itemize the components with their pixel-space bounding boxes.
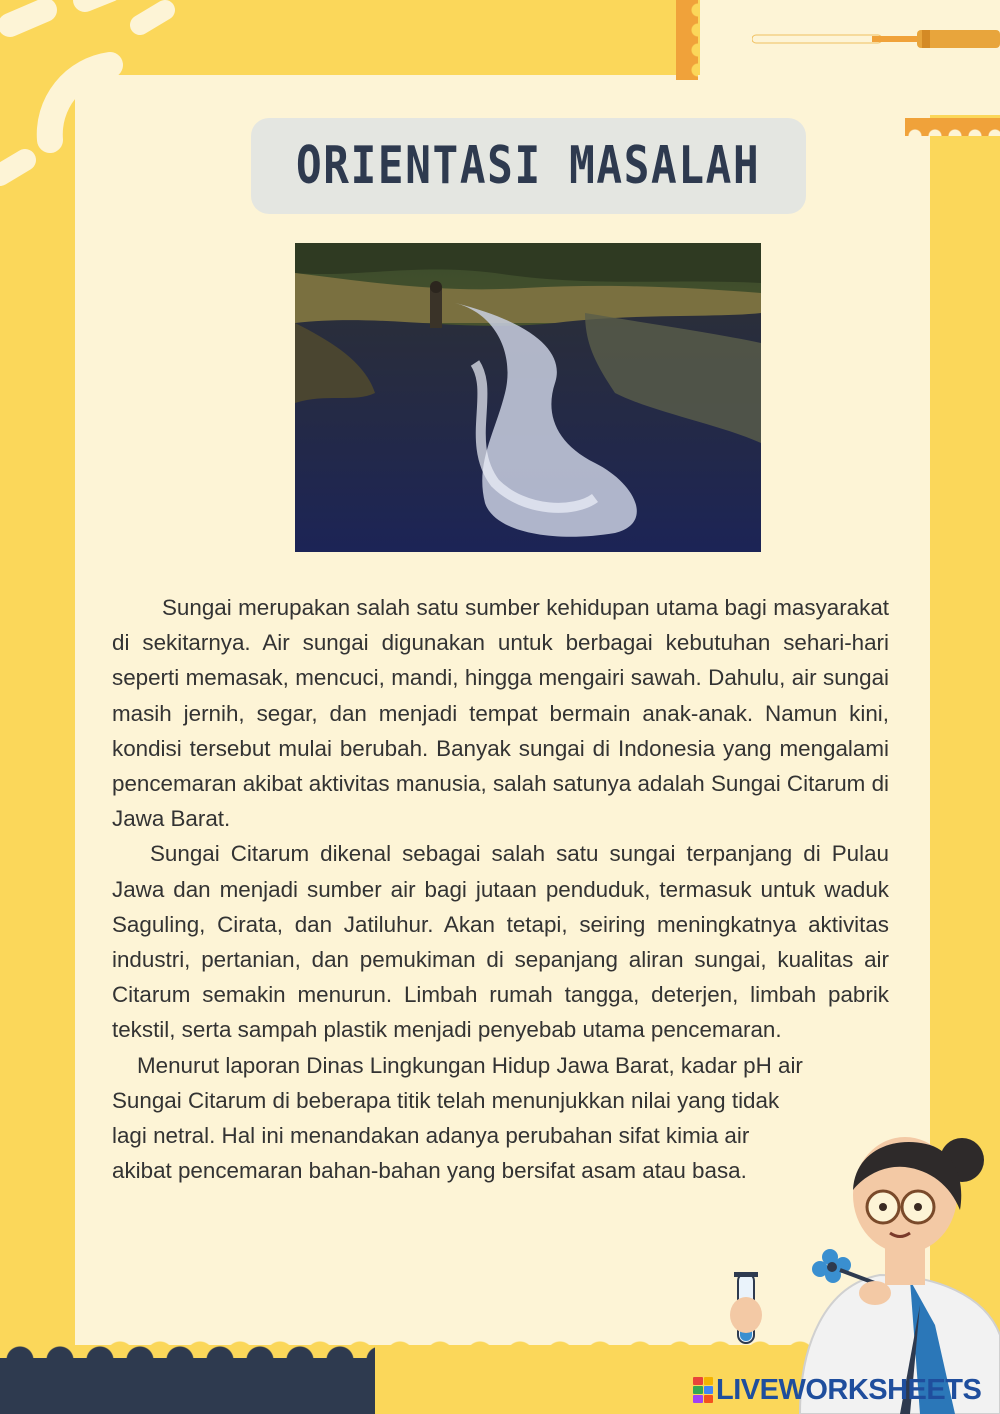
paragraph-3: Menurut laporan Dinas Lingkungan Hidup Jawa Barat, kadar pH air Sungai Citarum di beberapa titik telah menunjukkan nilai yang tidak lagi netral. Hal ini menandakan adanya perubahan sifat kimia air akibat pencemaran bahan-bahan yang bersifat asam atau basa. [112,1052,803,1184]
washi-tape-right [905,118,1000,136]
pencil-icon [752,28,1000,50]
liveworksheets-mark-icon [693,1377,713,1403]
liveworksheets-logo[interactable] [693,1373,993,1407]
navy-stamp-strip [0,1358,375,1414]
liveworksheets-wordmark: LIVEWORKSHEETS [716,1373,982,1406]
sun-decoration-icon [0,0,190,210]
page-title: ORIENTASI MASALAH [296,136,761,196]
title-banner [251,118,806,214]
scientist-illustration-icon [705,1125,1000,1414]
washi-tape-top [676,0,698,80]
stamp-edge-left [60,130,90,1310]
body-text [112,590,889,1188]
paragraph-1: Sungai merupakan salah satu sumber kehidupan utama bagi masyarakat di sekitarnya. Air sungai digunakan untuk berbagai kebutuhan sehari-hari seperti memasak, mencuci, mandi, hingga mengairi sawah. Dahulu, air sungai masih jernih, segar, dan menjadi tempat bermain anak-anak. Namun kini, kondisi tersebut mulai berubah. Banyak sungai di Indonesia yang mengalami pencemaran akibat aktivitas manusia, salah satunya adalah Sungai Citarum di Jawa Barat. [112,595,889,832]
river-photo [295,243,761,552]
paragraph-2: Sungai Citarum dikenal sebagai salah satu sungai terpanjang di Pulau Jawa dan menjadi sumber air bagi jutaan penduduk, termasuk untuk waduk Saguling, Cirata, dan Jatiluhur. Akan tetapi, seiring meningkatnya aktivitas industri, pertanian, dan pemukiman di sepanjang aliran sungai, kualitas air Citarum semakin menurun. Limbah rumah tangga, deterjen, limbah pabrik tekstil, serta sampah plastik menjadi penyebab utama pencemaran. [112,841,889,1043]
